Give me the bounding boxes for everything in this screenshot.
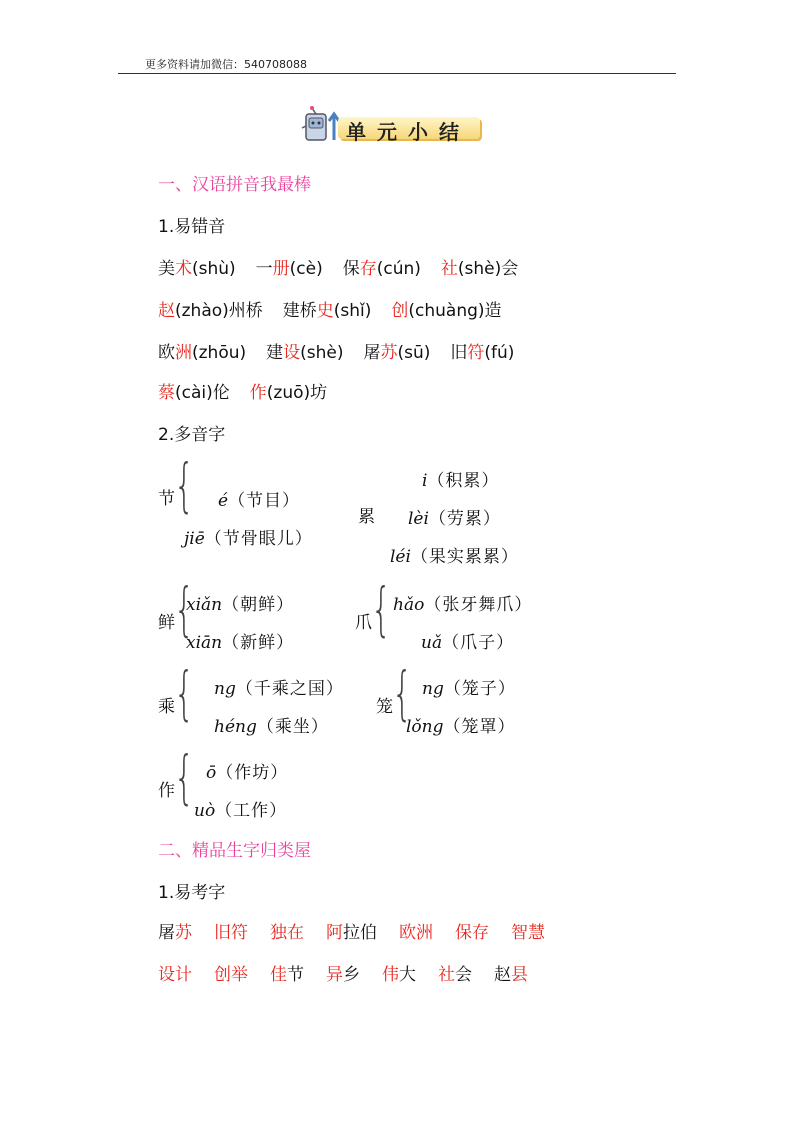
highlight-char: 创 <box>391 301 409 321</box>
pronunciation-item <box>158 301 263 321</box>
highlight-char: 洲 <box>175 343 192 363</box>
reading-pinyin: ō <box>206 763 217 783</box>
reading-pinyin: hǎo <box>393 595 425 615</box>
pinyin-text: (cài)伦 <box>175 383 230 403</box>
page-header: 更多资料请加微信：540708088 <box>145 58 307 71</box>
pronunciation-item <box>364 343 431 363</box>
reading-pinyin: héng <box>214 717 257 737</box>
polyphone-char: 乘 <box>158 697 175 717</box>
polyphone-char: 累 <box>358 507 375 527</box>
highlight-char: 社 <box>438 965 455 985</box>
key-character-row <box>158 918 567 943</box>
highlight-char: 伟 <box>382 965 399 985</box>
polyphone-char: 笼 <box>376 697 393 717</box>
key-word <box>158 965 192 985</box>
pronunciation-line <box>158 254 538 279</box>
highlight-char: 县 <box>511 965 528 985</box>
plain-text: 赵 <box>494 965 511 985</box>
reading-word: （新鲜） <box>222 633 295 653</box>
brace-mark: { <box>392 659 413 727</box>
section2-heading: 二、精品生字归类屋 <box>158 841 311 861</box>
section1-heading: 一、汉语拼音我最棒 <box>158 175 311 195</box>
pinyin-text: (cún) <box>376 259 421 279</box>
brace-mark: { <box>174 451 195 519</box>
polyphone-char: 爪 <box>355 613 372 633</box>
pronunciation-item <box>250 383 327 403</box>
plain-text: 屠 <box>363 343 381 363</box>
pronunciation-item <box>450 343 514 363</box>
highlight-char: 苏 <box>380 343 398 363</box>
key-character-row <box>158 960 550 985</box>
reading-word: （作坊） <box>216 763 289 783</box>
key-word <box>326 923 377 943</box>
pinyin-text: (fú) <box>484 343 515 363</box>
highlight-char: 苏 <box>175 923 192 943</box>
plain-text: 保 <box>342 259 360 279</box>
polyphone-group <box>158 451 358 562</box>
reading-pinyin: lǒng <box>406 717 444 737</box>
key-word <box>214 965 248 985</box>
pronunciation-item <box>391 301 501 321</box>
plain-text: 会 <box>455 965 472 985</box>
pinyin-text: (zhōu) <box>192 343 247 363</box>
polyphone-group <box>376 659 576 770</box>
reading-pinyin: ng <box>422 679 444 699</box>
reading-pinyin: i <box>422 471 428 491</box>
highlight-char: 作 <box>249 383 267 403</box>
pinyin-text: (shè) <box>300 343 344 363</box>
reading-pinyin: jiē <box>184 529 205 549</box>
highlight-char: 创举 <box>214 965 248 985</box>
reading-item <box>393 590 532 615</box>
reading-item <box>422 466 499 491</box>
pronunciation-item <box>283 301 372 321</box>
reading-item <box>194 796 287 821</box>
reading-item <box>214 712 329 737</box>
brace-mark: { <box>371 575 392 643</box>
key-word <box>214 923 248 943</box>
reading-pinyin: ng <box>214 679 236 699</box>
pronunciation-line <box>158 338 534 363</box>
reading-item <box>422 674 516 699</box>
highlight-char: 符 <box>467 343 485 363</box>
polyphone-char: 节 <box>158 489 175 509</box>
brace-mark: { <box>174 743 195 811</box>
highlight-char: 设 <box>283 343 301 363</box>
section1-sub1: 1.易错音 <box>158 217 226 237</box>
polyphone-char: 鲜 <box>158 613 175 633</box>
reading-word: （果实累累） <box>410 547 519 567</box>
pronunciation-item <box>158 259 236 279</box>
reading-item <box>406 712 516 737</box>
pinyin-text: (sū) <box>397 343 431 363</box>
reading-item <box>218 486 300 511</box>
pinyin-text: (zhào)州桥 <box>175 301 263 321</box>
reading-word: （张牙舞爪） <box>424 595 533 615</box>
highlight-char: 智慧 <box>511 923 545 943</box>
highlight-char: 欧洲 <box>399 923 433 943</box>
pronunciation-item <box>158 383 230 403</box>
brace-mark: { <box>174 575 195 643</box>
highlight-char: 佳 <box>270 965 287 985</box>
key-word <box>399 923 433 943</box>
highlight-char: 册 <box>272 259 290 279</box>
reading-item <box>390 542 519 567</box>
pinyin-text: (chuàng)造 <box>408 301 502 321</box>
plain-text: 一 <box>255 259 273 279</box>
reading-word: （工作） <box>215 801 288 821</box>
pronunciation-item <box>158 343 246 363</box>
plain-text: 美 <box>158 259 175 279</box>
pronunciation-line <box>158 296 522 321</box>
pronunciation-item <box>266 343 343 363</box>
reading-pinyin: xiān <box>186 633 223 653</box>
plain-text: 建 <box>266 343 284 363</box>
highlight-char: 设计 <box>158 965 192 985</box>
reading-pinyin: léi <box>390 547 411 567</box>
pronunciation-item <box>441 259 518 279</box>
reading-word: （节骨眼儿） <box>204 529 313 549</box>
highlight-char: 异 <box>326 965 343 985</box>
polyphone-char: 作 <box>158 781 175 801</box>
pinyin-text: (shǐ) <box>333 301 372 321</box>
highlight-char: 保存 <box>455 923 489 943</box>
highlight-char: 赵 <box>158 301 175 321</box>
reading-pinyin: é <box>218 491 229 511</box>
key-word <box>270 965 304 985</box>
title-badge <box>298 106 488 146</box>
reading-word: （乘坐） <box>256 717 329 737</box>
plain-text: 拉伯 <box>343 923 377 943</box>
key-word <box>158 923 192 943</box>
reading-item <box>186 628 294 653</box>
key-word <box>455 923 489 943</box>
reading-pinyin: xiǎn <box>186 595 223 615</box>
reading-word: （笼子） <box>443 679 516 699</box>
section1-sub2: 2.多音字 <box>158 425 226 445</box>
key-word <box>511 923 545 943</box>
page-title: 单元小结 <box>346 120 470 144</box>
reading-word: （劳累） <box>428 509 501 529</box>
highlight-char: 存 <box>359 259 377 279</box>
reading-word: （朝鲜） <box>222 595 295 615</box>
plain-text: 乡 <box>343 965 360 985</box>
highlight-char: 阿 <box>326 923 343 943</box>
reading-word: （千乘之国） <box>235 679 344 699</box>
reading-item <box>408 504 501 529</box>
reading-item <box>421 628 514 653</box>
reading-word: （节目） <box>228 491 301 511</box>
reading-word: （笼罩） <box>443 717 516 737</box>
reading-item <box>184 524 313 549</box>
highlight-char: 社 <box>440 259 458 279</box>
header-divider <box>118 73 676 74</box>
reading-word: （积累） <box>427 471 500 491</box>
pronunciation-item <box>343 259 421 279</box>
key-word <box>270 923 304 943</box>
pronunciation-line <box>158 378 347 403</box>
key-word <box>326 965 360 985</box>
polyphone-group <box>358 466 558 566</box>
plain-text: 欧 <box>158 343 175 363</box>
pinyin-text: (cè) <box>289 259 323 279</box>
plain-text: 建桥 <box>282 301 317 321</box>
highlight-char: 史 <box>316 301 334 321</box>
reading-item <box>186 590 294 615</box>
reading-item <box>214 674 344 699</box>
highlight-char: 旧符 <box>214 923 248 943</box>
brace-mark: { <box>174 659 195 727</box>
key-word <box>494 965 528 985</box>
plain-text: 节 <box>287 965 304 985</box>
reading-pinyin: lèi <box>408 509 429 529</box>
plain-text: 屠 <box>158 923 175 943</box>
highlight-char: 蔡 <box>158 383 175 403</box>
reading-pinyin: uǎ <box>421 633 443 653</box>
section2-sub1: 1.易考字 <box>158 883 226 903</box>
pinyin-text: (shù) <box>192 259 236 279</box>
reading-pinyin: uò <box>194 801 216 821</box>
key-word <box>382 965 416 985</box>
reading-word: （爪子） <box>442 633 515 653</box>
plain-text: 旧 <box>450 343 468 363</box>
reading-item <box>206 758 288 783</box>
pinyin-text: (shè)会 <box>457 259 519 279</box>
pronunciation-item <box>256 259 323 279</box>
highlight-char: 术 <box>175 259 192 279</box>
pinyin-text: (zuō)坊 <box>266 383 328 403</box>
highlight-char: 独在 <box>270 923 304 943</box>
key-word <box>438 965 472 985</box>
plain-text: 大 <box>399 965 416 985</box>
